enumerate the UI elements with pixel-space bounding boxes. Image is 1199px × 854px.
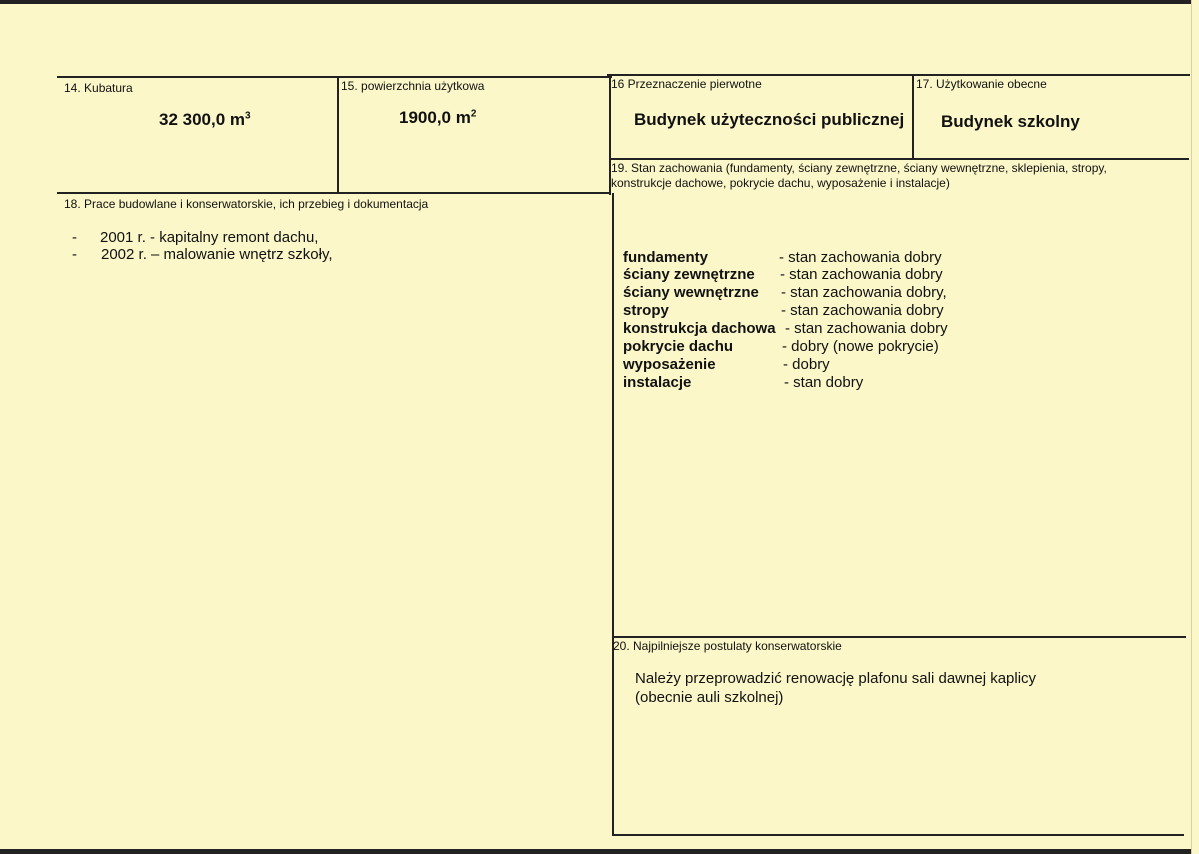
condition-value-konstrukcja-dachowa: - stan zachowania dobry <box>785 320 948 337</box>
field-18-item-2-dash: - <box>72 246 77 263</box>
condition-value-wyposazenie: - dobry <box>783 356 830 373</box>
field-15-label: 15. powierzchnia użytkowa <box>341 79 485 93</box>
field-18-item-1-dash: - <box>72 229 77 246</box>
rule-20-top <box>612 636 1186 638</box>
field-20-label: 20. Najpilniejsze postulaty konserwatorskie <box>613 639 842 653</box>
field-14-value-sup: 3 <box>245 110 251 122</box>
scan-top-edge <box>0 0 1199 4</box>
condition-key-stropy: stropy <box>623 302 669 319</box>
field-15-value-sup: 2 <box>470 108 477 120</box>
field-17-label: 17. Użytkowanie obecne <box>916 77 1047 91</box>
field-19-label-line2: konstrukcje dachowe, pokrycie dachu, wyposażenie i instalacje) <box>611 176 950 190</box>
divider-14-15 <box>337 76 339 193</box>
field-20-line-2: (obecnie auli szkolnej) <box>635 689 784 706</box>
field-16-label: 16 Przeznaczenie pierwotne <box>611 77 762 91</box>
field-15-value-text: 1900,0 m <box>399 108 471 127</box>
scan-bottom-edge <box>0 849 1199 854</box>
condition-value-instalacje: - stan dobry <box>784 374 864 391</box>
field-20-line-1: Należy przeprowadzić renowację plafonu sali dawnej kaplicy <box>635 670 1037 687</box>
condition-value-pokrycie-dachu: - dobry (nowe pokrycie) <box>782 338 939 355</box>
condition-key-fundamenty: fundamenty <box>623 249 709 266</box>
rule-top-left <box>57 76 612 78</box>
condition-value-sciany-wewnetrzne: - stan zachowania dobry, <box>781 284 947 301</box>
field-17-value: Budynek szkolny <box>941 112 1080 131</box>
condition-value-sciany-zewnetrzne: - stan zachowania dobry <box>780 266 943 283</box>
field-15-value <box>399 108 476 128</box>
condition-key-pokrycie-dachu: pokrycie dachu <box>623 338 734 355</box>
condition-key-wyposazenie: wyposażenie <box>623 356 716 373</box>
rule-20-bottom <box>612 834 1184 836</box>
rule-row1-bottom <box>57 192 611 194</box>
condition-key-sciany-zewnetrzne: ściany zewnętrzne <box>623 266 755 283</box>
rule-top-right <box>607 74 1190 76</box>
condition-key-konstrukcja-dachowa: konstrukcja dachowa <box>623 320 776 337</box>
field-14-label: 14. Kubatura <box>64 81 133 95</box>
field-19-label-line1: 19. Stan zachowania (fundamenty, ściany zewnętrzne, ściany wewnętrzne, sklepienia, stropy, <box>611 161 1107 175</box>
field-14-value-text: 32 300,0 m <box>159 110 246 129</box>
condition-value-stropy: - stan zachowania dobry <box>781 302 944 319</box>
field-14-value <box>159 110 251 130</box>
scan-right-edge <box>1191 0 1199 854</box>
field-18-label: 18. Prace budowlane i konserwatorskie, ich przebieg i dokumentacja <box>64 197 429 211</box>
rule-row1-right-bottom <box>609 158 1189 160</box>
field-18-item-1: 2001 r. - kapitalny remont dachu, <box>100 229 319 246</box>
divider-left-right-lower <box>612 193 614 834</box>
condition-value-fundamenty: - stan zachowania dobry <box>779 249 942 266</box>
field-18-item-2: 2002 r. – malowanie wnętrz szkoły, <box>101 246 333 263</box>
condition-key-sciany-wewnetrzne: ściany wewnętrzne <box>623 284 759 301</box>
field-16-value: Budynek użyteczności publicznej <box>634 110 905 129</box>
condition-key-instalacje: instalacje <box>623 374 692 391</box>
divider-16-17 <box>912 75 914 158</box>
